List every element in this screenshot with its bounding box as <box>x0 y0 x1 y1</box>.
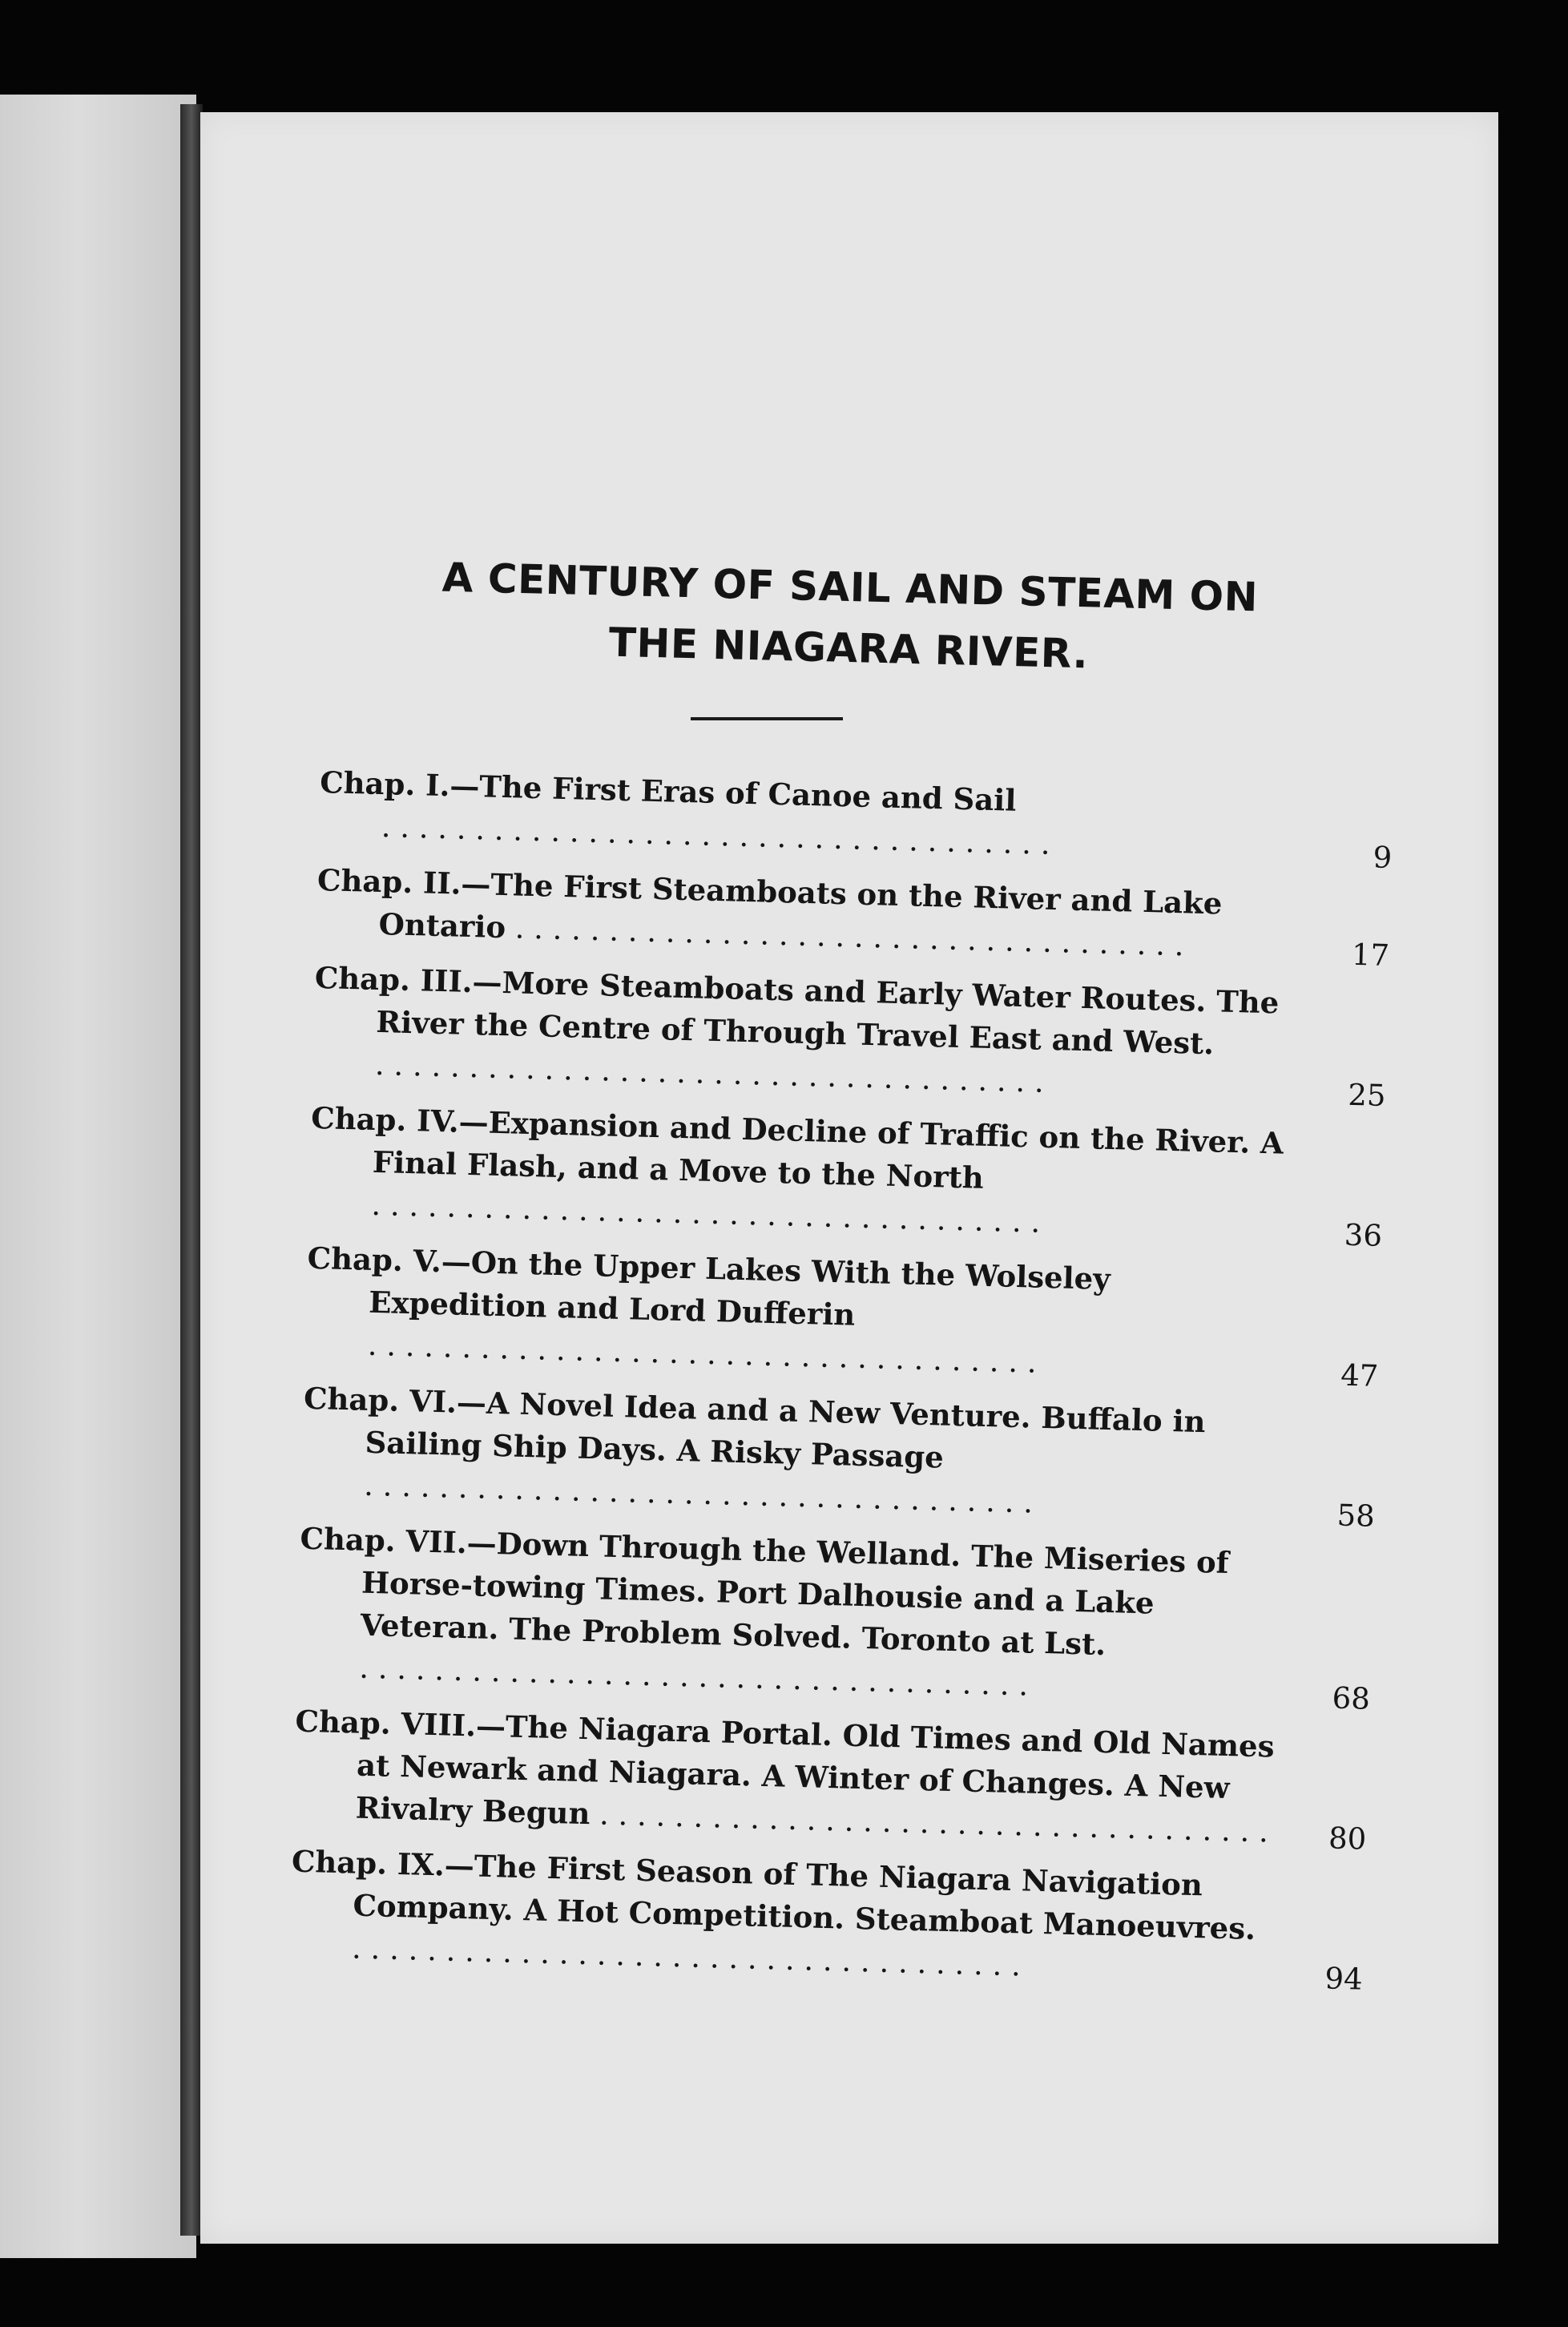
toc-entry-title: Chap. I.—The First Eras of Canoe and Sail . . . <box>318 761 1305 872</box>
toc-page-number: 36 <box>1344 1217 1383 1253</box>
toc-entry-chapter-7 <box>296 1518 1374 1716</box>
left-page-edge <box>0 95 196 2258</box>
toc-entry-title: Chap. VIII.—The Niagara Portal. Old Times and Old Names at Newark and Niagara. A Winter of Changes. A New Rivalry Begun . . . <box>292 1700 1281 1853</box>
toc-entry-chapter-6 <box>301 1377 1378 1533</box>
toc-entry-title: Chap. IX.—The First Season of The Niagara Navigation Company. A Hot Competition. Steamboat Manoeuvres. . . . <box>289 1841 1278 1994</box>
toc-entry-chapter-3 <box>312 957 1389 1112</box>
toc-entry-title: Chap. II.—The First Steamboats on the River and Lake Ontario . . . <box>316 859 1303 970</box>
page-title <box>199 541 1499 695</box>
title-line-1: A CENTURY OF SAIL AND STEAM ON <box>441 554 1259 621</box>
contents-page <box>200 112 1498 2244</box>
toc-page-number: 25 <box>1347 1077 1387 1113</box>
toc-entry-title: Chap. III.—More Steamboats and Early Water Routes. The River the Centre of Through Travel East and West. . . . <box>312 957 1300 1110</box>
table-of-contents <box>288 761 1393 2009</box>
toc-entry-title: Chap. VII.—Down Through the Welland. The Miseries of Horse-towing Times. Port Dalhousie and a Lake Veteran. The Problem Solved. Toronto at Lst. . . . <box>296 1518 1286 1713</box>
toc-entry-chapter-8 <box>292 1700 1369 1856</box>
toc-entry-chapter-1 <box>318 761 1393 874</box>
book-spine-shadow <box>180 104 203 2236</box>
toc-page-number: 80 <box>1328 1821 1367 1857</box>
toc-entry-title: Chap. V.—On the Upper Lakes With the Wolseley Expedition and Lord Dufferin . . . <box>304 1237 1293 1390</box>
toc-entry-chapter-9 <box>289 1841 1366 1996</box>
title-divider <box>691 717 843 720</box>
title-line-2: THE NIAGARA RIVER. <box>608 619 1089 678</box>
toc-page-number: 68 <box>1332 1680 1371 1716</box>
toc-entry-chapter-5 <box>304 1237 1381 1393</box>
toc-entry-chapter-2 <box>316 859 1391 972</box>
toc-entry-chapter-4 <box>308 1097 1385 1252</box>
toc-page-number: 17 <box>1351 937 1390 973</box>
toc-entry-title: Chap. IV.—Expansion and Decline of Traffic on the River. A Final Flash, and a Move to the North . . . <box>308 1097 1297 1250</box>
toc-page-number: 9 <box>1373 840 1393 876</box>
toc-entry-title: Chap. VI.—A Novel Idea and a New Venture. Buffalo in Sailing Ship Days. A Risky Passage . . . <box>301 1377 1290 1530</box>
toc-page-number: 47 <box>1340 1357 1379 1393</box>
toc-page-number: 58 <box>1336 1498 1376 1534</box>
toc-page-number: 94 <box>1324 1961 1364 1997</box>
